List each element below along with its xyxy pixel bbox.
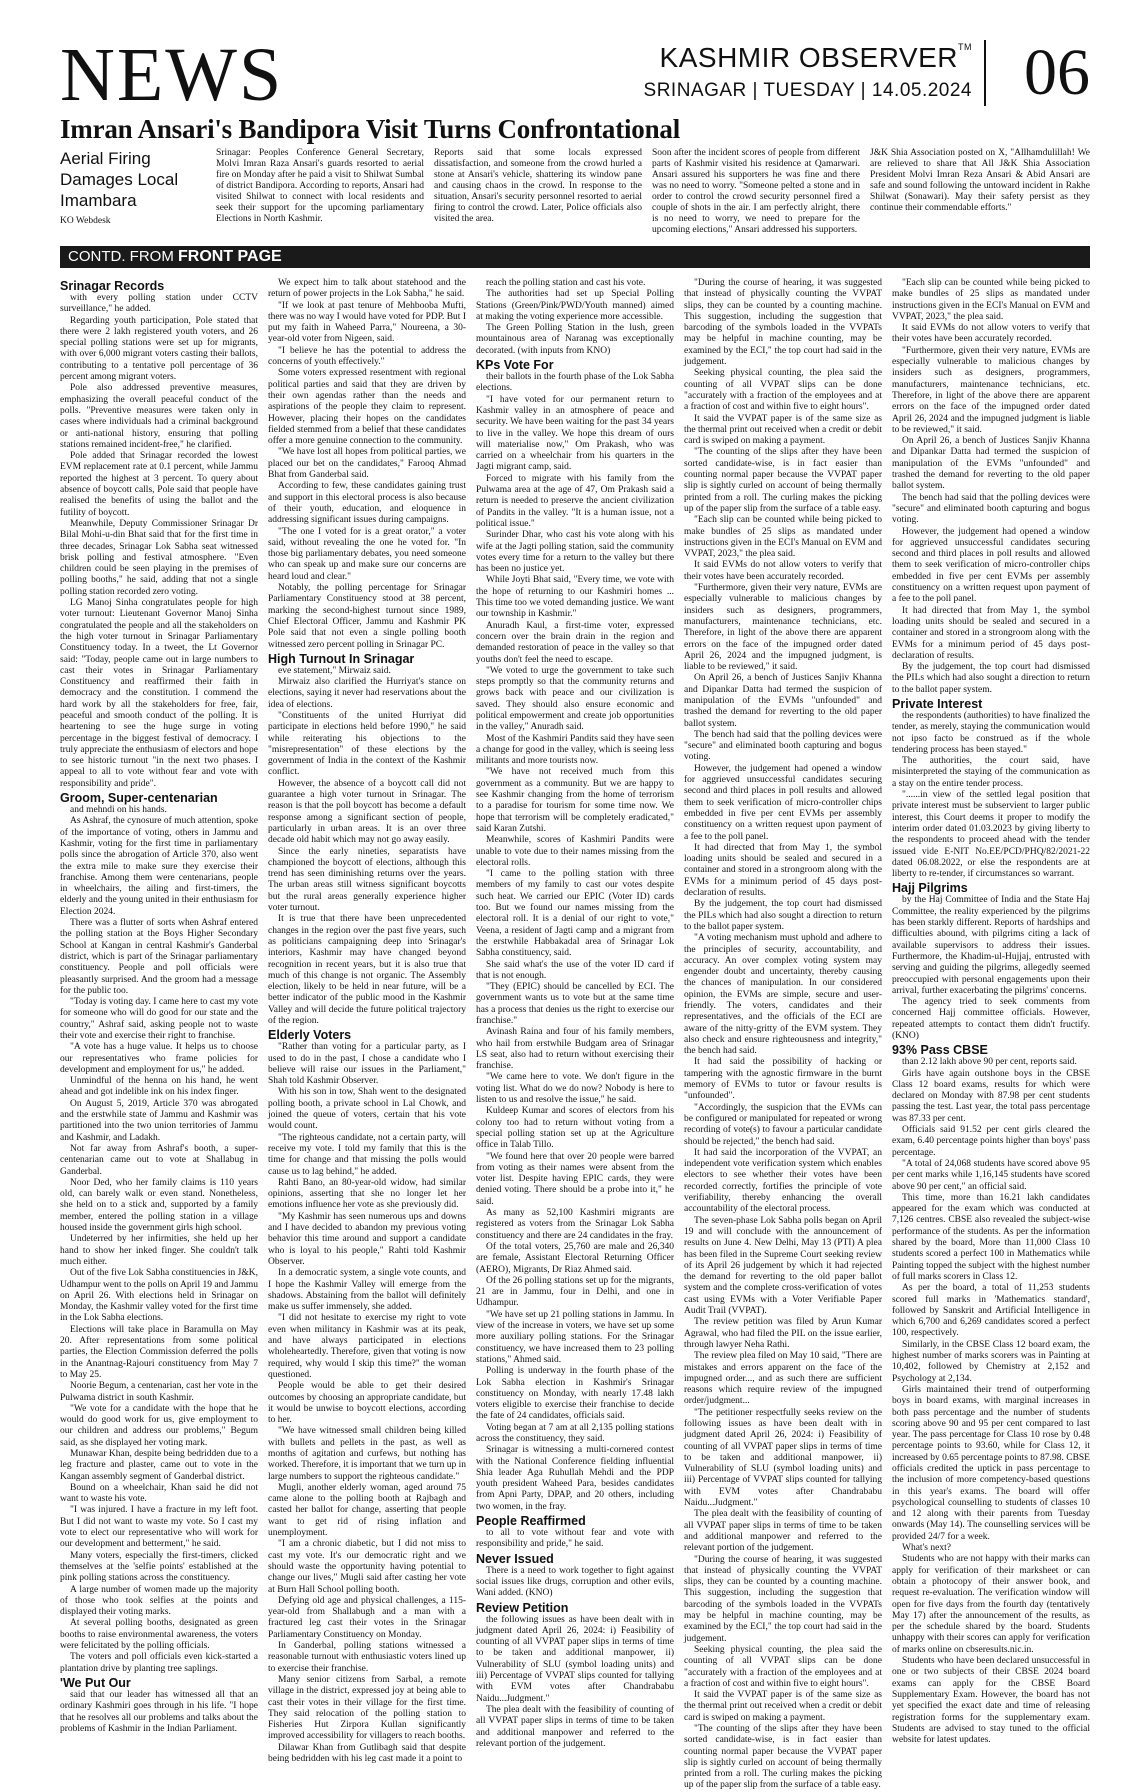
paragraph: "Today is voting day. I came here to cast my vote for someone who will do good for our state and the country," Ashraf said, asking people not to waste their vote and exercise their right to franchise.: [60, 997, 258, 1041]
paper-name: [660, 42, 972, 74]
subhead-kps-vote: KPs Vote For: [476, 358, 554, 373]
paragraph: However, the judgement had opened a window for aggrieved unsuccessful candidates securing second and third places in poll results and allowed them to seek verification of micro-controller chips embedded in five per cent EVMs per assembly constituency on a written request upon payment of a fee to the poll panel.: [892, 526, 1090, 605]
paragraph: Of the total voters, 25,760 are male and 26,340 are female, Assistant Electoral Returning Officer (AERO), Migrants, Dr Riaz Ahmed said.: [476, 1241, 674, 1275]
paragraph: Elections will take place in Baramulla on May 20. After representations from some political parties, the Election Commission deferred the polls in the Anantnag-Rajouri constituency from May 7 to May 25.: [60, 1324, 258, 1380]
column-5: [892, 278, 1090, 1746]
paragraph: The Green Polling Station in the lush, green mountainous area of Naranag was exceptionally decorated. (with inputs from KNO): [476, 323, 674, 356]
paragraph: "If we look at past tenure of Mehbooba Mufti, there was no way I would have voted for PDP. But I put my faith in Waheed Parra," Noureena, a 30-year-old voter from Nigeen, said.: [268, 300, 466, 345]
paragraph: As Ashraf, the cynosure of much attention, spoke of the importance of voting, others in Jammu and Kashmir, voting for the first time in parliamentary polls since the abrogation of Article 370, also went the extra mile to make sure they exercise their franchise. Among them were centenarians, people in wheelchairs, the ailing and first-timers, the elderly and the young united in their enthusiasm for Election 2024.: [60, 816, 258, 917]
paragraph: Officials said 91.52 per cent girls cleared the exam, 6.40 percentage points higher than boys' pass percentage.: [892, 1125, 1090, 1158]
paragraph: "A vote has a huge value. It helps us to choose our representatives who frame policies for development and employment for us," he added.: [60, 1042, 258, 1075]
paragraph: "The petitioner respectfully seeks review on the following issues as have been dealt with in judgment dated April 26, 2024: i) Feasibility of counting of all VVPAT paper slips in terms of time to be taken and additional manpower, ii) Vulnerability of SLU (symbol loading units) and iii) Percentage of VVPAT slips counted for tallying with EVM votes after Chandrababu Naidu...Judgment.": [684, 1407, 882, 1509]
paragraph: The voters and poll officials even kick-started a plantation drive by planting tree saplings.: [60, 1652, 258, 1674]
paragraph: Unmindful of the henna on his hand, he went ahead and got indelible ink on his index finger.: [60, 1076, 258, 1098]
column-2: [268, 278, 466, 1764]
paragraph: It said EVMs do not allow voters to verify that their votes have been accurately recorded.: [684, 560, 882, 582]
paragraph: "I believe he has the potential to address the concerns of youth effectively.": [268, 345, 466, 368]
paragraph: Not far away from Ashraf's booth, a super-centenarian came out to vote at Shallabug in Ganderbal.: [60, 1143, 258, 1177]
paragraph: By the judgement, the top court had dismissed the PILs which had also sought a direction to return to the ballot paper system.: [684, 899, 882, 932]
paragraph: Pole added that Srinagar recorded the lowest EVM replacement rate at 0.1 percent, while Jammu reported the highest at 3 percent. To query about absence of boycott calls, Pole said that people have realised the benefits of using the ballot and the futility of boycott.: [60, 451, 258, 518]
paragraph: The plea dealt with the feasibility of counting of all VVPAT paper slips in terms of time to be taken and additional manpower and referred to the relevant portion of the judgement.: [684, 1509, 882, 1554]
paragraph: Munawar Khan, despite being bedridden due to a leg fracture and plaster, came out to vote in the Kangan assembly segment of Ganderbal district.: [60, 1448, 258, 1482]
paragraph: with every polling station under CCTV surveillance," he added.: [60, 293, 258, 315]
paragraph: Girls maintained their trend of outperforming boys in board exams, with marginal increases in both pass percentage and the number of students scoring above 90 and 95 per cent compared to last year. The pass percentage for Class 10 rose by 0.48 percentage points to 93.60, while for Class 12, it increased by 0.65 percentage points to 87.98. CBSE officials credited the uptick in pass percentage to the inclusion of more competency-based questions in this year's exams. The board will offer psychological counselling to students of classes 10 and 12 along with their parents from Tuesday onwards (May 14). The counselling services will be provided 24/7 for a week.: [892, 1384, 1090, 1542]
page-number: 06: [1024, 36, 1090, 109]
paragraph: Dilawar Khan from Gutlibagh said that despite being bedridden with his leg cast made it a point to: [268, 1742, 466, 1764]
paragraph: Girls have again outshone boys in the CBSE Class 12 board exams, results for which were declared on Monday with 87.98 per cent students passing the test. Last year, the total pass percentage was 87.33 per cent.: [892, 1068, 1090, 1124]
paragraph: On August 5, 2019, Article 370 was abrogated and the erstwhile state of Jammu and Kashmir was partitioned into the two union territories of Jammu and Kashmir, and Ladakh.: [60, 1098, 258, 1143]
paragraph: However, the judgement had opened a window for aggrieved unsuccessful candidates securing second and third places in poll results and allowed them to seek verification of micro-controller chips embedded in five per cent EVMs per assembly constituency on a written request upon payment of a fee to the poll panel.: [684, 763, 882, 842]
section-title: NEWS: [60, 33, 284, 117]
lead-deck: Aerial Firing Damages Local Imambara: [60, 149, 179, 210]
column-3: [476, 278, 674, 1749]
paragraph: We expect him to talk about statehood and the return of power projects in the Lok Sabha," he said.: [268, 278, 466, 300]
paragraph: "We have set up 21 polling stations in Jammu. In view of the increase in voters, we have set up some more auxiliary polling stations. For the Srinagar constituency, we have increased them to 23 polling stations," Ahmed said.: [476, 1309, 674, 1365]
paragraph: Pole also addressed preventive measures, emphasizing the overall peaceful conduct of the polls. "Preventive measures were taken only in cases where individuals had a criminal background or anti-national history, ensuring that polling stations remained incident-free," he clarified.: [60, 383, 258, 450]
paragraph: LG Manoj Sinha congratulates people for high voter turnout: Lieutenant Governor Manoj Sinha congratulated the people and all the stakeholders on the high voter turnout in Srinagar Parliamentary Constituency today. In a tweet, the Lt Governor said: "Today, people came out in large numbers to cast their votes in Srinagar Parliamentary Constituency and reaffirmed their faith in democracy and the constitution. I commend the hard work by all the stakeholders for free, fair, peaceful and smooth conduct of the polling. It is heartening to see the huge surge in voting percentage in the biggest festival of democracy. I truly appreciate the enthusiasm of electors and hope to see historic turnout "in the next two phases. I appeal to all to vote without fear and vote with responsibility and pride".: [60, 598, 258, 789]
paragraph: The agency tried to seek comments from concerned Hajj committee officials. However, repeated attempts to contact them didn't fructify. (KNO): [892, 997, 1090, 1041]
paragraph: "Each slip can be counted while being picked to make bundles of 25 slips as mandated under instructions given in the ECI's Manual on EVM and VVPAT, 2023," the plea said.: [684, 515, 882, 560]
paragraph: Students who are not happy with their marks can apply for verification of their marksheet or can obtain a photocopy of their answer book, and request re-evaluation. The verification window will open for five days from the fourth day (tentatively May 17) after the announcement of the results, as per the schedule shared by the board. Students unhappy with their scores can apply for verification of marks online on cbseresults.nic.in.: [892, 1554, 1090, 1655]
paragraph: As many as 52,100 Kashmiri migrants are registered as voters from the Srinagar Lok Sabha constituency and there are 24 candidates in the fray.: [476, 1208, 674, 1241]
paragraph: The seven-phase Lok Sabha polls began on April 19 and will conclude with the announcement of results on June 4. New Delhi, May 13 (PTI) A plea has been filed in the Supreme Court seeking review of its April 26 judgement by which it had rejected the demand for reverting to the old paper ballot system and the complete cross-verification of votes cast using EVMs with a Voter Verifiable Paper Audit Trail (VVPAT).: [684, 1215, 882, 1317]
paragraph: Surinder Dhar, who cast his vote along with his wife at the Jagti polling station, said the community votes every time for a return to the valley but there has been no justice yet.: [476, 530, 674, 575]
subhead-private-interest: Private Interest: [892, 696, 983, 711]
paragraph: Kuldeep Kumar and scores of electors from his colony too had to return without voting from a special polling station set up at the Agriculture office in Talab Tillo.: [476, 1106, 674, 1151]
paragraph: by the Haj Committee of India and the State Haj Committee, the reality experienced by the pilgrims has been starkly different. Reports of hardships and difficulties abound, with pilgrims citing a lack of available supervisors to address their issues. Furthermore, the Khadim-ul-Hujjaj, entrusted with serving and guiding the pilgrims, allegedly seemed preoccupied with personal engagements upon their arrival, further exacerbating the pilgrims' concerns.: [892, 895, 1090, 996]
paragraph: Undeterred by her infirmities, she held up her hand to show her inked finger. She couldn't talk much either.: [60, 1234, 258, 1267]
paragraph: "The righteous candidate, not a certain party, will receive my vote. I told my family that this is the time for change and that missing the polls would cause us to lag behind," he added.: [268, 1132, 466, 1177]
subhead-elderly-voters: Elderly Voters: [268, 1028, 352, 1043]
paragraph: "I did not hesitate to exercise my right to vote even when militancy in Kashmir was at its peak, and have always participated in elections wholeheartedly. Therefore, given that voting is now required, why would I skip this time?" the woman questioned.: [268, 1313, 466, 1380]
lead-byline: KO Webdesk: [60, 216, 111, 226]
paragraph: "A total of 24,068 students have scored above 95 per cent marks while 1,16,145 students have scored above 90 per cent," an official said.: [892, 1158, 1090, 1192]
paragraph: "We came here to vote. We don't figure in the voting list. What do we do now? Nobody is here to listen to us and resolve the issue," he said.: [476, 1072, 674, 1106]
paragraph: "They (EPIC) should be cancelled by ECI. The government wants us to vote but at the same time has a process that denies us the right to exercise our franchise.": [476, 982, 674, 1026]
paragraph: Noor Ded, who her family claims is 110 years old, can barely walk or even stand. Nonetheless, she held on to a stick and, supported by a family member, entered the polling station in a village housed inside the government girls high school.: [60, 1177, 258, 1234]
paragraph: It had directed that from May 1, the symbol loading units should be sealed and secured in a container and stored in a strongroom along with the EVMs for a minimum period of 45 days post-declaration of results.: [684, 842, 882, 899]
dateline: SRINAGAR | TUESDAY | 14.05.2024: [643, 80, 972, 101]
paragraph: Anuradh Kaul, a first-time voter, expressed concern over the brain drain in the region and demanded restoration of peace in the valley so that youths don't feel the need to escape.: [476, 620, 674, 665]
lead-story: [60, 148, 1090, 248]
paragraph: "Accordingly, the suspicion that the EVMs can be configured or manipulated for repeated or wrong recording of vote(s) to favour a particular candidate should be rejected," the bench had said.: [684, 1102, 882, 1147]
paragraph: Polling is underway in the fourth phase of the Lok Sabha election in Kashmir's Srinagar constituency on Monday, with nearly 17.48 lakh voters eligible to exercise their franchise to decide the fate of 24 candidates, officials said.: [476, 1366, 674, 1422]
paragraph: "I came to the polling station with three members of my family to cast our votes despite such heat. We carried our EPIC (Voter ID) cards too. But we found our names missing from the electoral roll. It is a denial of our right to vote," Veena, a resident of Jagti camp and a migrant from the erstwhile Habbakadal area of Srinagar Lok Sabha constituency, said.: [476, 869, 674, 959]
paragraph: Avinash Raina and four of his family members, who hail from erstwhile Budgam area of Srinagar LS seat, also had to return without exercising their franchise.: [476, 1027, 674, 1072]
paragraph: There is a need to work together to fight against social issues like drugs, corruption and other evils, Wani added. (KNO): [476, 1565, 674, 1599]
paragraph: Many senior citizens from Sarbal, a remote village in the district, expressed joy at being able to cast their votes in their village for the first time. They said relocation of the polling station to Fisheries Hut Zirpora Kullan significantly improved accessibility for villagers to reach booths.: [268, 1674, 466, 1742]
masthead: [60, 33, 1090, 117]
paragraph: It had said the incorporation of the VVPAT, an independent vote verification system which enables electors to see whether their votes have been recorded correctly, fortifies the principle of vote verifiability, thereby enhancing the overall accountability of the electoral process.: [684, 1147, 882, 1215]
subhead-never-issued: Never Issued: [476, 1551, 554, 1566]
paragraph: "......in view of the settled legal position that private interest must be subservient to larger public interest, this Court deems it proper to modify the interim order dated 01.03.2023 by giving liberty to the respondents to proceed ahead with the tender issued vide E-NIT No.EE/PCD/PHQ/82/2021-22 dated 06.08.2022, or else the respondents are at liberty to re-tender, if circumstances so warrant.: [892, 790, 1090, 880]
paragraph: "I am a chronic diabetic, but I did not miss to cast my vote. It's our democratic right and we should waste the opportunity having potential to change our lives," Mugli said after casting her vote at Burn Hall School polling booth.: [268, 1539, 466, 1595]
column-1: [60, 278, 258, 1734]
paragraph: Regarding youth participation, Pole stated that there were 2 lakh registered youth voters, and 26 special polling stations were set up for migrants, with over 6,000 migrant voters casting their ballots, contributing to a tentative poll percentage of 36 percent among migrant voters.: [60, 315, 258, 383]
paragraph: "We vote for a candidate with the hope that he would do good work for us, give employment to our children and address our problems," Begum said, as she displayed her voting mark.: [60, 1403, 258, 1448]
paragraph: According to few, these candidates gaining trust and support in this electoral process is also because of their youth, education, and eloquence in addressing significant issues during campaigns.: [268, 481, 466, 526]
subhead-we-put-our: 'We Put Our: [60, 1675, 131, 1690]
continued-banner: [60, 246, 1090, 268]
paragraph: "Constituents of the united Hurriyat did participate in elections held before 1990," he said while reiterating his objections to the "misrepresentation" of these elections by the government of India in the context of the Kashmir conflict.: [268, 710, 466, 778]
paragraph: People would be able to get their desired outcomes by choosing an appropriate candidate, but it would be unwise to boycott elections, according to her.: [268, 1381, 466, 1426]
paragraph: than 2.12 lakh above 90 per cent, reports said.: [902, 1057, 1077, 1068]
paragraph: "The counting of the slips after they have been sorted candidate-wise, is in fact easier than counting normal paper because the VVPAT paper slip is sightly curled on account of being thermally printed from a roll. The curling makes the picking up of the paper slip from the surface of a table easy.: [684, 447, 882, 514]
paragraph: The authorities had set up Special Polling Stations (Green/Pink/PWD/Youth manned) aimed at making the voting experience more accessible.: [476, 289, 674, 322]
paragraph: Mirwaiz also clarified the Hurriyat's stance on elections, saying it never had reservations about the idea of elections.: [268, 677, 466, 710]
paragraph: "During the course of hearing, it was suggested that instead of physically counting the VVPAT slips, they can be counted by a counting machine. This suggestion, including the suggestion that barcoding of the symbols loaded in the VVPATs may be helpful in machine counting, may be examined by the ECI," the top court had said in the judgement.: [684, 278, 882, 368]
paragraph: said that our leader has witnessed all that an ordinary Kashmiri goes through in his life. "I hope that he resolves all our problems and talks about the problems of Kashmir in the Indian Parliament.: [60, 1689, 258, 1734]
paragraph: In Ganderbal, polling stations witnessed a reasonable turnout with enthusiastic voters lined up to exercise their franchise.: [268, 1641, 466, 1674]
paragraph: "Furthermore, given their very nature, EVMs are especially vulnerable to malicious changes by insiders such as designers, programmers, manufacturers, maintenance technicians, etc. Therefore, in light of the above there are apparent errors on the face of the impugned order dated April 26, 2024 and the impugned judgment, is liable to be reviewed," it said.: [684, 583, 882, 673]
paragraph: The authorities, the court said, have misinterpreted the staying of the communication as a stay on the entire tender process.: [892, 756, 1090, 789]
paragraph: It said the VVPAT paper is of the same size as the thermal print out received when a credit or debit card is swiped on making a payment.: [684, 413, 882, 447]
paragraph: It said EVMs do not allow voters to verify that their votes have been accurately recorded.: [892, 323, 1090, 345]
paragraph: Meanwhile, Deputy Commissioner Srinagar Dr Bilal Mohi-u-din Bhat said that for the first time in three decades, Srinagar Lok Sabha seat witnessed brisk polling and festival atmosphere. "Even children could be seen playing in the premises of polling booths," he said, adding that not a single polling station recorded zero voting.: [60, 518, 258, 597]
paragraph: On April 26, a bench of Justices Sanjiv Khanna and Dipankar Datta had termed the suspicion of manipulation of the EVMs "unfounded" and trashed the demand for reverting to the old paper ballot system.: [892, 436, 1090, 492]
trademark-mark: TM: [958, 42, 972, 52]
banner-prefix: CONTD. FROM: [68, 248, 174, 265]
lead-column-1: Srinagar: Peoples Conference General Secretary, Molvi Imran Raza Ansari's guards resorted to aerial fire on Monday after he paid a visit to Shilwat Sumbal of district Bandipora. According to reports, Ansari had visited Shilwat to connect with local residents and seek their support for the upcoming parliamentary Elections in North Kashmir.: [216, 148, 424, 224]
masthead-divider: [984, 40, 986, 106]
paragraph: It said the VVPAT paper is of the same size as the thermal print out received when a credit or debit card is swiped on making a payment.: [684, 1690, 882, 1723]
subhead-hajj-pilgrims: Hajj Pilgrims: [892, 881, 968, 896]
paragraph: As per the board, a total of 11,253 students scored full marks in 'Mathematics standard', followed by Sanskrit and Artificial Intelligence in which 6,700 and 6,269 candidates scored a perfect 100, respectively.: [892, 1283, 1090, 1339]
subhead-people-reaffirmed: People Reaffirmed: [476, 1514, 586, 1529]
paragraph: With his son in tow, Shah went to the designated polling booth, a private school in Lal Chowk, and joined the queue of voters, certain that his vote would count.: [268, 1087, 466, 1132]
subhead-srinagar-records: Srinagar Records: [60, 279, 165, 293]
subhead-groom: Groom, Super-centenarian: [60, 791, 218, 806]
paragraph: Forced to migrate with his family from the Pulwama area at the age of 47, Om Prakash said a return is needed to preserve the ancient civilization of Pandits in the valley. "It is a human issue, not a political issue.": [476, 473, 674, 529]
paragraph: Students who have been declared unsuccessful in one or two subjects of their CBSE 2024 board exams can apply for the CBSE Board Supplementary Exam. However, the board has not yet specified the exact date and time of releasing registration forms for the supplementary exam. Students are advised to stay tuned to the official website for latest updates.: [892, 1656, 1090, 1746]
paragraph: Out of the five Lok Sabha constituencies in J&K, Udhampur went to the polls on April 19 and Jammu on April 26. With elections held in Srinagar on Monday, the Kashmir valley voted for the first time in the Lok Sabha elections.: [60, 1268, 258, 1324]
column-4: [684, 278, 882, 1791]
paragraph: "Furthermore, given their very nature, EVMs are especially vulnerable to malicious changes by insiders such as designers, programmers, manufacturers, maintenance technicians, etc. Therefore, in light of the above there are apparent errors on the face of the impugned order dated April 26, 2024 and the impugned judgment is liable to be reviewed," it said.: [892, 345, 1090, 435]
paragraph: The review plea filed on May 10 said, "There are mistakes and errors apparent on the face of the impugned order..., and as such there are sufficient reasons which require review of the impugned order/judgment...: [684, 1351, 882, 1407]
paragraph: Many voters, especially the first-timers, clicked themselves at the 'selfie points' established at the pink polling stations across the constituency.: [60, 1550, 258, 1584]
paragraph: "Rather than voting for a particular party, as I used to do in the past, I chose a candidate who I believe will raise our issues in the Parliament," Shah told Kashmir Observer.: [268, 1042, 466, 1087]
paragraph: The bench had said that the polling devices were "secure" and eliminated booth capturing and bogus voting.: [892, 492, 1090, 526]
subhead-review-petition: Review Petition: [476, 1600, 569, 1615]
paragraph: the following issues as have been dealt with in judgment dated April 26, 2024: i) Feasibility of counting of all VVPAT paper slips in terms of time to be taken and additional manpower, ii) Vulnerability of SLU (symbol loading units) and iii) Percentage of VVPAT slips counted for tallying with EVM votes after Chandrababu Naidu...Judgment.": [476, 1614, 674, 1704]
paragraph: It had directed that from May 1, the symbol loading units should be sealed and secured in a container and stored in a strongroom along with the EVMs for a minimum period of 45 days post-declaration of results.: [892, 605, 1090, 661]
paragraph: Bound on a wheelchair, Khan said he did not want to waste his vote.: [60, 1482, 258, 1505]
paragraph: There was a flutter of sorts when Ashraf entered the polling station at the Boys Higher Secondary School at Kangan in central Kashmir's Ganderbal district, which is part of the Srinagar parliamentary constituency. People and poll officials were pleasantly surprised. And the groom had a message for the public too.: [60, 918, 258, 996]
paragraph: "I have voted for our permanent return to Kashmir valley in an atmosphere of peace and security. We have been waiting for the past 34 years to live in the valley. We hope this dream of ours will materialise now," Om Prakash, who was carried on a wheelchair from his quarters in the Jagti migrant camp, said.: [476, 394, 674, 473]
paragraph: Rahti Bano, an 80-year-old widow, had similar opinions, asserting that she no longer let her emotions influence her vote as she previously did.: [268, 1177, 466, 1211]
paragraph: Seeking physical counting, the plea said the counting of all VVPAT slips can be done "accurately with a fraction of the employees and at a fraction of cost and within five to eight hours".: [684, 1644, 882, 1689]
paragraph: A large number of women made up the majority of those who took selfies at the points and displayed their voting marks.: [60, 1584, 258, 1618]
paragraph: "A voting mechanism must uphold and adhere to the principles of security, accountability, and accuracy. An over complex voting system may engender doubt and uncertainty, thereby causing the chances of manipulation. In our considered opinion, the EVMs are simple, secure and user-friendly. The voters, candidates and their representatives, and the officials of the ECI are aware of the nitty-gritty of the EVM system. They also check and ensure righteousness and integrity," the bench had said.: [684, 933, 882, 1057]
paragraph: It is true that there have been unprecedented changes in the region over the past five years, such as politicians campaigning deep into Srinagar's interiors, Kashmir may have changed beyond recognition in recent years, but it is also true that much of this change is not organic. The Assembly election, likely to be held in near future, will be a better indicator of the public mood in the Kashmir Valley and will decide the future political trajectory of the region.: [268, 914, 466, 1026]
paragraph: and mehndi on his hands.: [70, 805, 167, 816]
lead-headline: Imran Ansari's Bandipora Visit Turns Confrontational: [60, 114, 681, 144]
paragraph: eve statement," Mirwaiz said.: [278, 665, 391, 676]
lead-column-3: Soon after the incident scores of people from different parts of Kashmir visited his residence at Qamarwari. Ansari assured his supporters he was fine and there was no need to worry. "Someone pelted a stone and in order to control the crowd security personnel fired a couple of shots in the air. I am perfectly alright, there is no need to worry, we need to prepare for the upcoming elections," Ansari addressed his supporters.: [652, 148, 860, 235]
paragraph: Notably, the polling percentage for Srinagar Parliamentary Constituency stood at 38 percent, marking the second-highest turnout since 1989, Chief Electoral Officer, Jammu and Kashmir PK Pole said that not even a single polling booth witnessed zero percent polling in Srinagar PC.: [268, 583, 466, 650]
paragraph: By the judgement, the top court had dismissed the PILs which had also sought a direction to return to the ballot paper system.: [892, 662, 1090, 695]
paragraph: Noorie Begum, a centenarian, cast her vote in the Pulwama district in south Kashmir.: [60, 1381, 258, 1403]
paragraph: reach the polling station and cast his vote.: [486, 278, 646, 288]
paragraph: Of the 26 polling stations set up for the migrants, 21 are in Jammu, four in Delhi, and one in Udhampur.: [476, 1275, 674, 1309]
banner-label: FRONT PAGE: [178, 248, 282, 265]
paragraph: The review petition was filed by Arun Kumar Agrawal, who had filed the PIL on the issue earlier, through lawyer Neha Rathi.: [684, 1317, 882, 1350]
paragraph: What's next?: [902, 1543, 951, 1554]
paragraph: This time, more than 16.21 lakh candidates appeared for the exam which was conducted at 7,126 centres. CBSE also revealed the subject-wise performance of the students. As per the information shared by the board, More than 11,000 Class 10 students scored a perfect 100 in Mathematics while Painting topped the subject with the highest number of full marks scorers in Class 12.: [892, 1192, 1090, 1282]
paragraph: At several polling booths, designated as green booths to raise environmental awareness, the voters were felicitated by the polling officials.: [60, 1618, 258, 1652]
paragraph: "During the course of hearing, it was suggested that instead of physically counting the VVPAT slips, they can be counted by a counting machine. This suggestion, including the suggestion that barcoding of the symbols loaded in the VVPATs may be helpful in machine counting, may be examined by the ECI," the top court had said in the judgement.: [684, 1554, 882, 1644]
paragraph: "The counting of the slips after they have been sorted candidate-wise, is in fact easier than counting normal paper because the VVPAT paper slip is sightly curled on account of being thermally printed from a roll. The curling makes the picking up of the paper slip from the surface of a table easy.: [684, 1724, 882, 1791]
paragraph: Defying old age and physical challenges, a 115-year-old from Shallabugh and a man with a fractured leg cast their votes in the Srinagar Parliamentary Constituency on Monday.: [268, 1595, 466, 1640]
paragraph: Seeking physical counting, the plea said the counting of all VVPAT slips can be done "accurately with a fraction of the employees and at a fraction of cost and within five to eight hours".: [684, 368, 882, 413]
paragraph: Since the early nineties, separatists have championed the boycott of elections, although this trend has seen diminishing returns over the years. The urban areas still witness significant boycotts but the rural areas generally experience higher voter turnout.: [268, 846, 466, 914]
paragraph: While Joyti Bhat said, "Every time, we vote with the hope of returning to our Kashmiri homes ... This time too we voted demanding justice. We want our township in Kashmir.": [476, 575, 674, 620]
paragraph: Most of the Kashmiri Pandits said they have seen a change for good in the valley, which is seeing less militants and more tourists now.: [476, 733, 674, 767]
paragraph: "The one I voted for is a great orator," a voter said, without revealing the one he voted for. "In those big parliamentary debates, you need someone who can speak up and make sure our concerns are heard loud and clear.": [268, 526, 466, 582]
paragraph: "We found here that over 20 people were barred from voting as their names were absent from the voter list. Despite having EPIC cards, they were denied voting. There should be a probe into it," he said.: [476, 1151, 674, 1207]
paragraph: Mugli, another elderly woman, aged around 75 came alone to the polling booth at Rajbagh and casted her ballot for change, asserting that people want to get rid of rising inflation and unemployment.: [268, 1482, 466, 1539]
paragraph: "Each slip can be counted while being picked to make bundles of 25 slips as mandated under instructions given in the ECI's Manual on EVM and VVPAT, 2023," the plea said.: [892, 278, 1090, 322]
paragraph: On April 26, a bench of Justices Sanjiv Khanna and Dipankar Datta had termed the suspicion of manipulation of the EVMs "unfounded" and trashed the demand for reverting to the old paper ballot system.: [684, 673, 882, 729]
paragraph: "We have witnessed small children being killed with bullets and pellets in the past, as well as months of agitation and curfews, but nothing has worked. Therefore, it is important that we turn up in large numbers to support the righteous candidate.": [268, 1426, 466, 1482]
paragraph: "We have not received much from this government as a community. But we are happy to see Kashmir changing from the home of terrorism to a paradise for tourism for some time now. We hope that terrorism will be completely eradicated," said Karan Zutshi.: [476, 767, 674, 834]
paper-name-text: KASHMIR OBSERVER: [659, 42, 958, 73]
lead-column-2: Reports said that some locals expressed dissatisfaction, and someone from the crowd hurled a stone at Ansari's vehicle, shattering its window pane and causing chaos in the crowd. In response to the situation, Ansari's security personnel resorted to aerial firing to control the crowd. Later, Police officials also visited the area.: [434, 148, 642, 224]
lead-column-4: J&K Shia Association posted on X, "Allhamdulillah! We are relieved to share that All J&K Shia Association President Molvi Imran Reza Ansari & Abid Ansari are safe and sound following the untoward incident in Rakhe Shilwat (Sonawari). May their safety persist as they continue their commendable efforts.": [870, 148, 1090, 213]
subhead-cbse: 93% Pass CBSE: [892, 1043, 988, 1058]
paragraph: The bench had said that the polling devices were "secure" and eliminated booth capturing and bogus voting.: [684, 729, 882, 763]
paragraph: However, the absence of a boycott call did not guarantee a high voter turnout in Srinagar. The reason is that the poll boycott has become a default response among a significant section of people, particularly in urban areas. It is an over three decade old habit which may not go away easily.: [268, 778, 466, 846]
paragraph: She said what's the use of the voter ID card if that is not enough.: [476, 959, 674, 981]
paragraph: Srinagar is witnessing a multi-cornered contest with the National Conference fielding influential Shia leader Aga Ruhullah Mehdi and the PDP youth president Waheed Para, besides candidates from Apni Party, DPAP, and 20 others, including two women, in the fray.: [476, 1445, 674, 1512]
paragraph: their ballots in the fourth phase of the Lok Sabha elections.: [476, 372, 674, 394]
paragraph: "I was injured. I have a fracture in my left foot. But I did not want to waste my vote. So I cast my vote to elect our representative who will work for our development and betterment," he said.: [60, 1505, 258, 1550]
paragraph: Similarly, in the CBSE Class 12 board exam, the highest number of marks scorers was in Painting at 10,402, followed by Chemistry at 2,152 and Psychology at 2,134.: [892, 1339, 1090, 1384]
paragraph: The plea dealt with the feasibility of counting of all VVPAT paper slips in terms of time to be taken and additional manpower and referred to the relevant portion of the judgement.: [476, 1704, 674, 1749]
subhead-high-turnout: High Turnout In Srinagar: [268, 651, 415, 666]
paragraph: the respondents (authorities) to have finalized the tender, as merely, staying the communication would not ipso facto be construed as if the whole tendering process has been stayed.": [892, 710, 1090, 755]
paragraph: Voting began at 7 am at all 2,135 polling stations across the constituency, they said.: [476, 1422, 674, 1444]
paragraph: to all to vote without fear and vote with responsibility and pride," he said.: [476, 1528, 674, 1550]
paragraph: It had said the possibility of hacking or tampering with the agnostic firmware in the burnt memory of EVMs to tutor or favour results is "unfounded".: [684, 1057, 882, 1102]
paragraph: In a democratic system, a single vote counts, and I hope the Kashmir Valley will emerge from the shadows. Abstaining from the ballot will definitely make us suffer immensely, she added.: [268, 1268, 466, 1313]
paragraph: "My Kashmir has seen numerous ups and downs and I have decided to abandon my previous voting behavior this time around and support a candidate who is loyal to his people," Rahti told Kashmir Observer.: [268, 1211, 466, 1267]
paragraph: "We have lost all hopes from political parties, we placed our bet on the candidates," Farooq Ahmad Bhat from Ganderbal said.: [268, 447, 466, 481]
paragraph: Meanwhile, scores of Kashmiri Pandits were unable to vote due to their names missing from the electoral rolls.: [476, 835, 674, 868]
paragraph: Some voters expressed resentment with regional political parties and said that they are driven by their own agendas rather than the needs and aspirations of the people they claim to represent. However, placing their hopes on the candidates fielded stemmed from a belief that these candidates offer a more genuine connection to the community.: [268, 368, 466, 447]
paragraph: "We voted to urge the government to take such steps promptly so that the community returns and grows back with peace and our civilization is saved. They should also ensure economic and political empowerment and create job opportunities in the valley," Anuradh said.: [476, 665, 674, 733]
